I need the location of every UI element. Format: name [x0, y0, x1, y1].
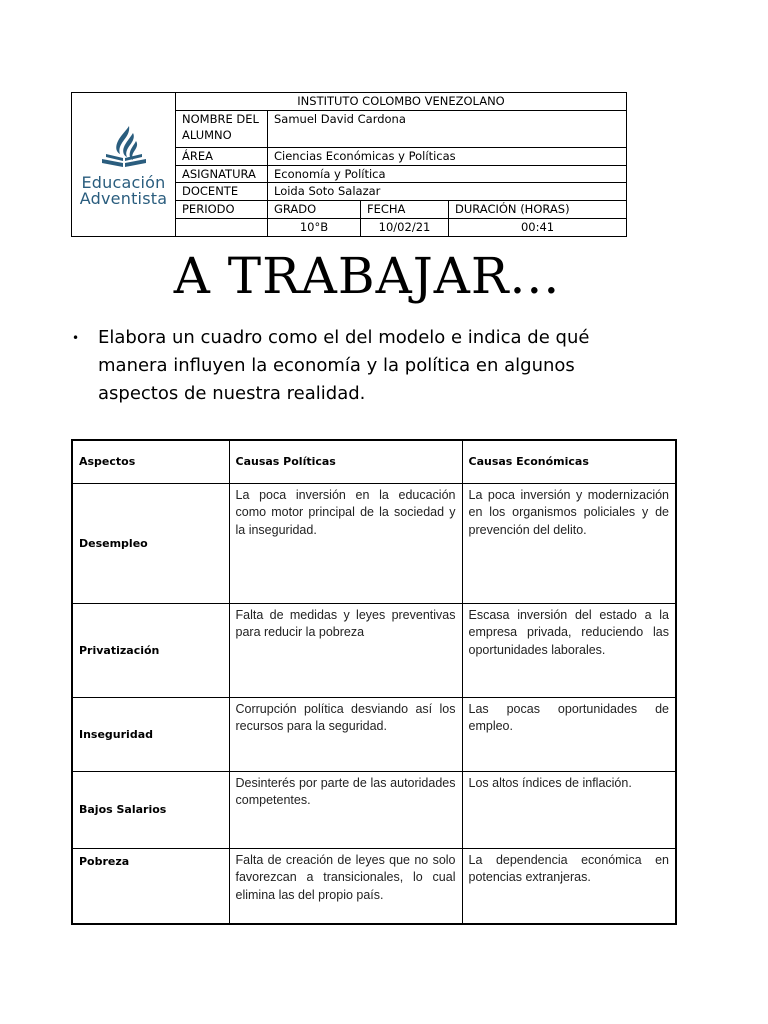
duration-value: 00:41 — [449, 219, 627, 237]
table-row — [72, 603, 676, 697]
aspect-cell: Bajos Salarios — [72, 771, 229, 848]
subject-value: Economía y Política — [268, 165, 627, 183]
duration-label: DURACIÓN (HORAS) — [449, 201, 627, 219]
aspect-cell: Inseguridad — [72, 697, 229, 771]
table-row — [72, 697, 676, 771]
aspect-cell: Privatización — [72, 603, 229, 697]
student-value: Samuel David Cardona — [268, 110, 627, 147]
grade-label: GRADO — [268, 201, 361, 219]
period-value — [176, 219, 268, 237]
political-cause-cell: La poca inversión en la educación como motor principal de la sociedad y la inseguridad. — [229, 483, 462, 603]
aspects-table — [71, 439, 677, 925]
logo — [72, 123, 175, 207]
aspect-cell: Pobreza — [72, 848, 229, 924]
aspect-cell: Desempleo — [72, 483, 229, 603]
area-value: Ciencias Económicas y Políticas — [268, 147, 627, 165]
header-table — [71, 92, 627, 237]
date-label: FECHA — [361, 201, 449, 219]
teacher-label: DOCENTE — [176, 183, 268, 201]
economic-cause-cell: La dependencia económica en potencias extranjeras. — [462, 848, 676, 924]
table-row — [72, 848, 676, 924]
logo-text-line1: Educación — [81, 172, 166, 192]
column-header-aspects: Aspectos — [72, 440, 229, 483]
institution-name: INSTITUTO COLOMBO VENEZOLANO — [176, 93, 627, 111]
instruction-text: Elabora un cuadro como el del modelo e indica de qué manera influyen la economía y la política en algunos aspectos de nuestra realidad. — [98, 327, 590, 404]
economic-cause-cell: Escasa inversión del estado a la empresa privada, reduciendo las oportunidades laborales. — [462, 603, 676, 697]
grade-value: 10°B — [268, 219, 361, 237]
economic-cause-cell: Las pocas oportunidades de empleo. — [462, 697, 676, 771]
teacher-value: Loida Soto Salazar — [268, 183, 627, 201]
area-label: ÁREA — [176, 147, 268, 165]
flame-book-icon — [96, 123, 152, 175]
instruction — [72, 324, 632, 408]
date-value: 10/02/21 — [361, 219, 449, 237]
page-title: A TRABAJAR... — [173, 247, 561, 305]
economic-cause-cell: Los altos índices de inflación. — [462, 771, 676, 848]
table-header-row — [72, 440, 676, 483]
logo-cell — [72, 93, 176, 237]
political-cause-cell: Falta de creación de leyes que no solo favorezcan a transicionales, lo cual elimina las del propio país. — [229, 848, 462, 924]
table-row — [72, 483, 676, 603]
subject-label: ASIGNATURA — [176, 165, 268, 183]
column-header-economic: Causas Económicas — [462, 440, 676, 483]
political-cause-cell: Corrupción política desviando así los recursos para la seguridad. — [229, 697, 462, 771]
column-header-political: Causas Políticas — [229, 440, 462, 483]
logo-text-line2: Adventista — [79, 188, 168, 208]
economic-cause-cell: La poca inversión y modernización en los organismos policiales y de prevención del delito. — [462, 483, 676, 603]
student-label: NOMBRE DEL ALUMNO — [176, 110, 268, 147]
political-cause-cell: Desinterés por parte de las autoridades competentes. — [229, 771, 462, 848]
political-cause-cell: Falta de medidas y leyes preventivas para reducir la pobreza — [229, 603, 462, 697]
bullet: • — [72, 331, 80, 345]
table-row — [72, 771, 676, 848]
period-label: PERIODO — [176, 201, 268, 219]
